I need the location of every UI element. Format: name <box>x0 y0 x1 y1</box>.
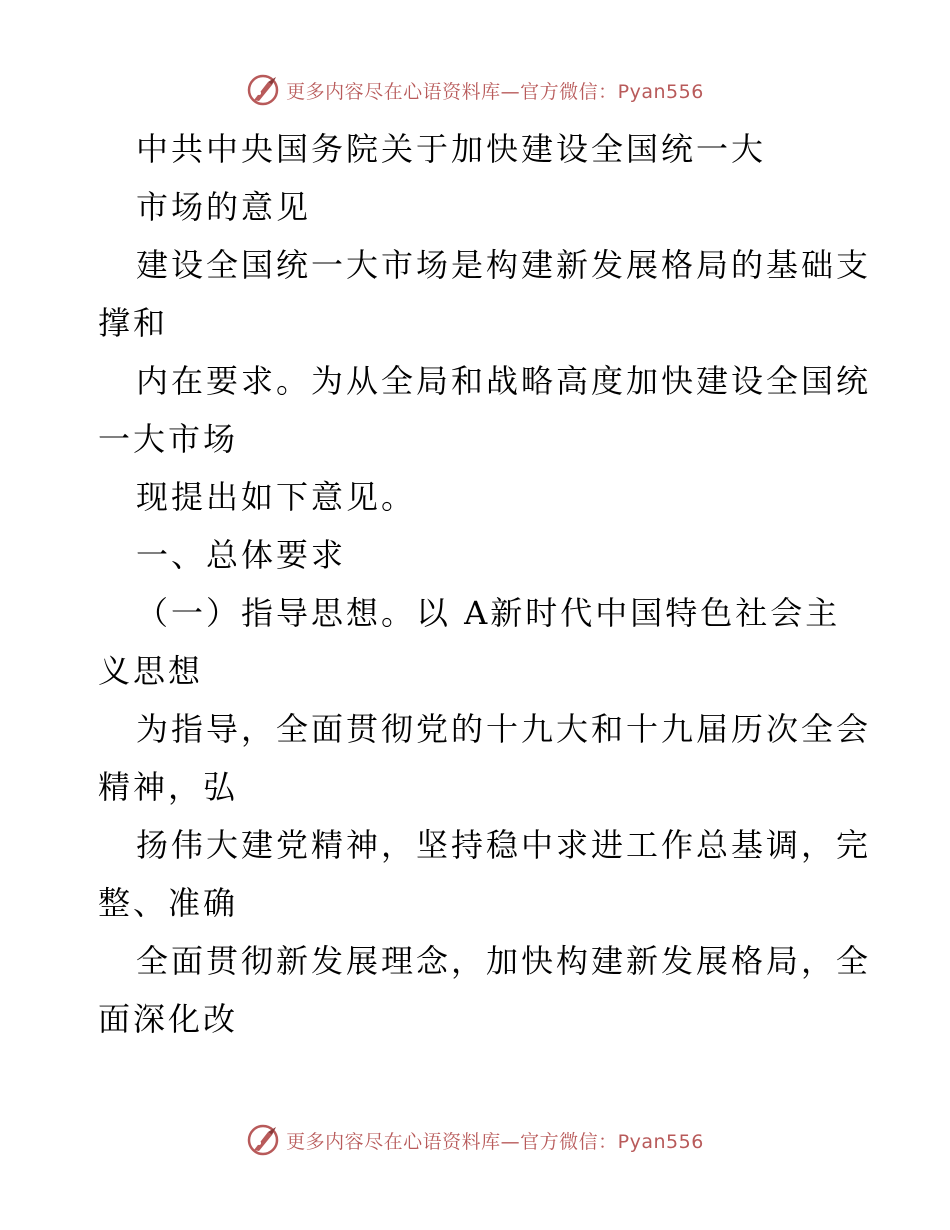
text-line: 全面贯彻新发展理念，加快构建新发展格局，全 <box>136 942 872 980</box>
text-line: 为指导，全面贯彻党的十九大和十九届历次全会 <box>136 710 872 748</box>
text-line: 一、总体要求 <box>136 536 347 574</box>
footer-watermark <box>0 1120 950 1160</box>
text-line: 市场的意见 <box>136 188 312 226</box>
text-line: 现提出如下意见。 <box>136 478 417 516</box>
text-line: 面深化改 <box>98 1000 239 1038</box>
text-line: 精神，弘 <box>98 768 239 806</box>
text-line: 撑和 <box>98 304 169 342</box>
text-line: 义思想 <box>98 652 204 690</box>
document-body <box>98 120 872 1048</box>
text-line: 内在要求。为从全局和战略高度加快建设全国统 <box>136 362 872 400</box>
text-line: 中共中央国务院关于加快建设全国统一大 <box>136 130 767 168</box>
watermark-text: 更多内容尽在心语资料库—官方微信：Pyan556 <box>286 1130 704 1153</box>
text-line: 建设全国统一大市场是构建新发展格局的基础支 <box>136 246 872 284</box>
text-line: 一大市场 <box>98 420 239 458</box>
text-line: 整、准确 <box>98 884 239 922</box>
watermark-text: 更多内容尽在心语资料库—官方微信：Pyan556 <box>286 80 704 103</box>
text-line: （一）指导思想。以 A新时代中国特色社会主 <box>136 594 841 632</box>
text-line: 扬伟大建党精神，坚持稳中求进工作总基调，完 <box>136 826 872 864</box>
quill-logo-icon <box>246 73 280 107</box>
header-watermark <box>0 70 950 110</box>
quill-logo-icon <box>246 1123 280 1157</box>
